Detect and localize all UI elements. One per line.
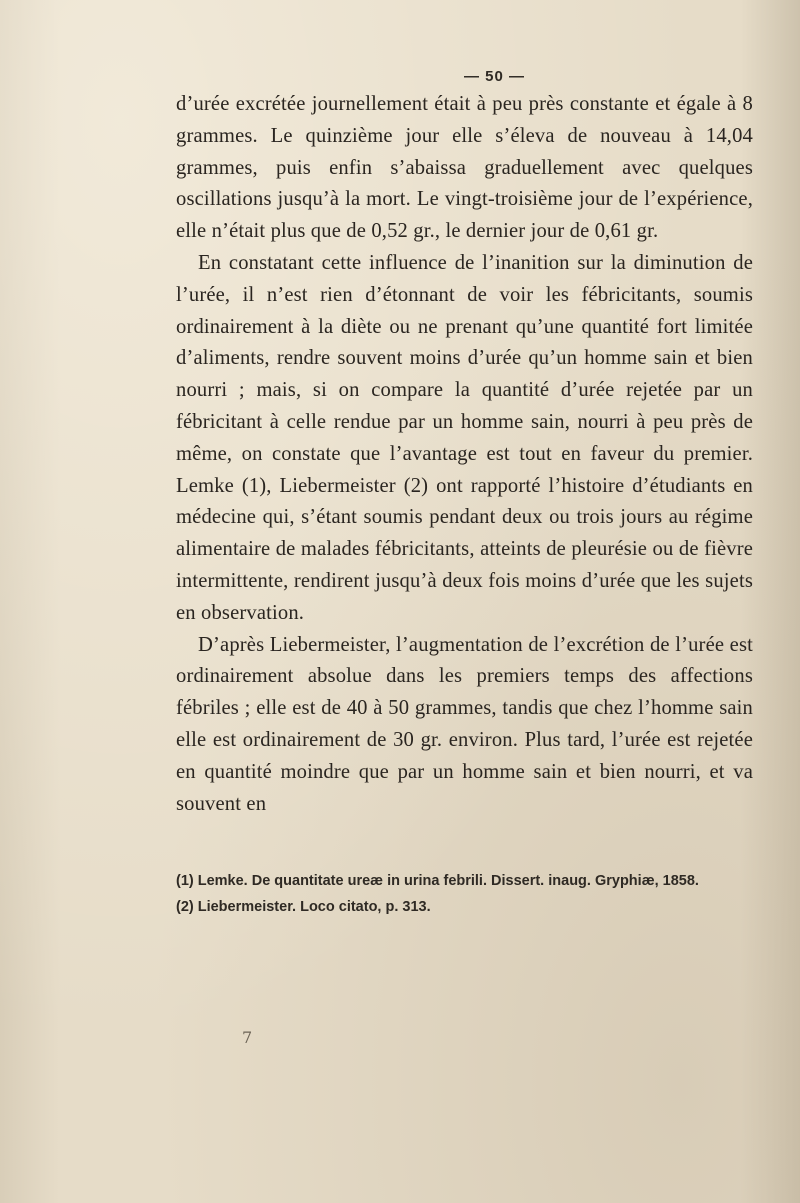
paragraph-3: D’après Liebermeister, l’augmentation de l’excrétion de l’urée est ordinairement absolue dans les premiers temps des affections fébriles ; elle est de 40 à 50 grammes, tandis que chez l’homme sain elle est ordinairement de 30 gr. environ. Plus tard, l’urée est rejetée en quantité moindre que par un homme sain et bien nourri, et va souvent en — [176, 633, 753, 815]
signature-mark: 7 — [242, 1028, 253, 1047]
footnote-1-text: Lemke. De quantitate ureæ in urina febrili. Dissert. inaug. Gryphiæ, 1858. — [197, 873, 699, 890]
footnote-1-mark: (1) — [176, 873, 194, 890]
book-page — [176, 68, 753, 922]
footnote-2-text: Liebermeister. Loco citato, p. 313. — [197, 899, 431, 916]
footnote-2-mark: (2) — [176, 899, 194, 916]
footnote-1 — [176, 870, 753, 892]
footnotes — [176, 870, 753, 918]
footnote-2 — [176, 896, 753, 918]
page-number: — 50 — — [463, 68, 526, 85]
paragraph-1: d’urée excrétée journellement était à peu près constante et égale à 8 grammes. Le quinzième jour elle s’éleva de nouveau à 14,04 grammes, puis enfin s’abaissa graduellement avec quelques oscillations jusqu’à la mort. Le vingt-troisième jour de l’expérience, elle n’était plus que de 0,52 gr., le dernier jour de 0,61 gr. — [176, 93, 753, 243]
paragraph-2: En constatant cette influence de l’inanition sur la diminution de l’urée, il n’est rien d’étonnant de voir les fébricitants, soumis ordinairement à la diète ou ne prenant qu’une quantité fort limitée d’aliments, rendre souvent moins d’urée qu’un homme sain et bien nourri ; mais, si on compare la quantité d’urée rejetée par un fébricitant à celle rendue par un homme sain, nourri à peu près de même, on constate que l’avantage est tout en faveur du premier. Lemke (1), Liebermeister (2) ont rapporté l’histoire d’étudiants en médecine qui, s’étant soumis pendant deux ou trois jours au régime alimentaire de malades fébricitants, atteints de pleurésie ou de fièvre intermittente, rendirent jusqu’à deux fois moins d’urée que les sujets en observation. — [176, 251, 753, 624]
body-text — [176, 89, 753, 820]
footnote-separator — [176, 820, 753, 870]
